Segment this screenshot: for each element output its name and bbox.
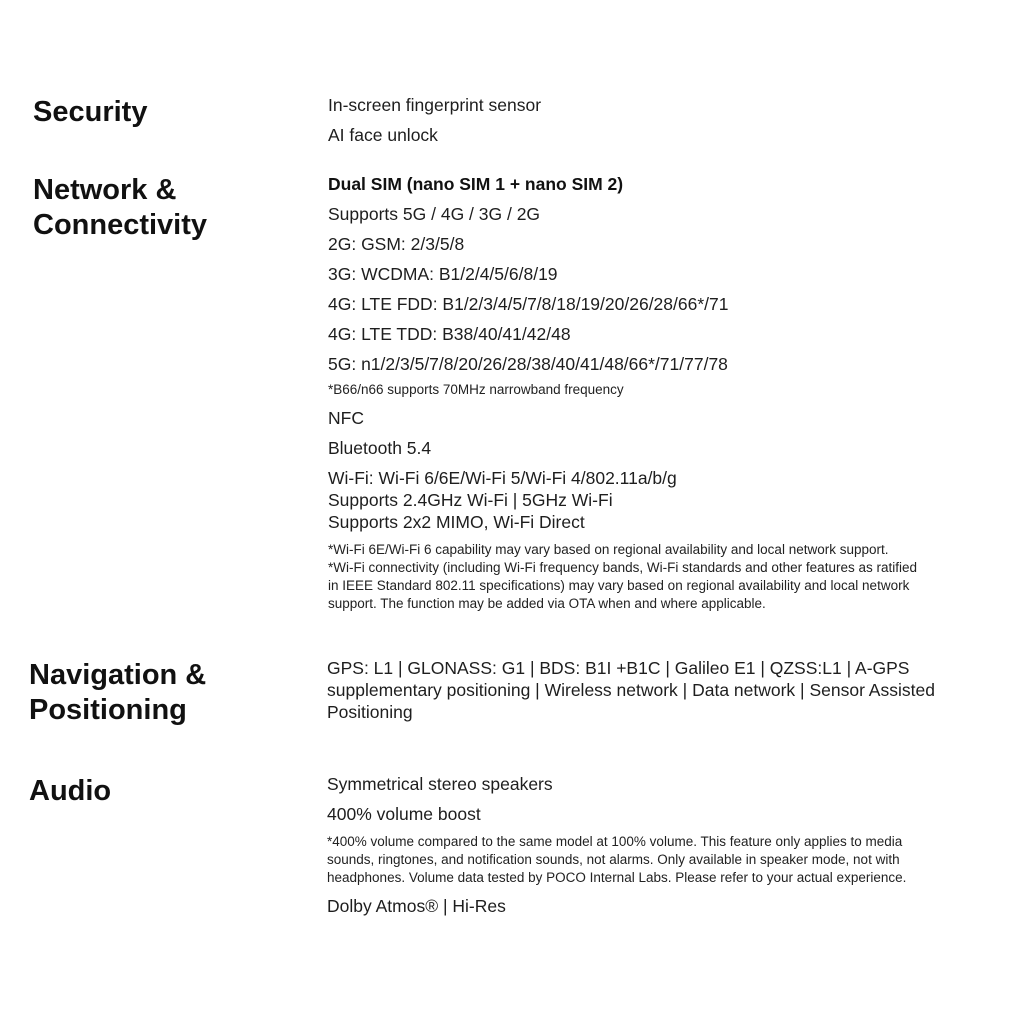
wifi-footnotes (328, 541, 1000, 613)
audio-heading: Audio (29, 775, 112, 807)
footnote-line: support. The function may be added via OTA when and where applicable. (328, 596, 766, 611)
spec-nfc: NFC (328, 408, 364, 428)
navigation-specs (327, 657, 999, 731)
spec-face-unlock: AI face unlock (328, 125, 438, 145)
spec-dolby: Dolby Atmos® | Hi-Res (327, 896, 506, 916)
navigation-heading-line2: Positioning (29, 694, 187, 726)
spec-5g: 5G: n1/2/3/5/7/8/20/26/28/38/40/41/48/66*/71/77/78 (328, 354, 728, 374)
spec-3g: 3G: WCDMA: B1/2/4/5/6/8/19 (328, 264, 558, 284)
wifi-block (328, 467, 1000, 533)
wifi-line: Supports 2x2 MIMO, Wi-Fi Direct (328, 512, 585, 532)
spec-fingerprint: In-screen fingerprint sensor (328, 95, 542, 115)
footnote-line: *Wi-Fi 6E/Wi-Fi 6 capability may vary based on regional availability and local network support. (328, 542, 889, 557)
spec-4g-fdd: 4G: LTE FDD: B1/2/3/4/5/7/8/18/19/20/26/28/66*/71 (328, 294, 729, 314)
spec-volume-boost: 400% volume boost (327, 804, 481, 824)
spec-dual-sim: Dual SIM (nano SIM 1 + nano SIM 2) (328, 174, 624, 194)
footnote-line: *400% volume compared to the same model at 100% volume. This feature only applies to media (327, 834, 903, 849)
navigation-heading (29, 658, 206, 728)
spec-network-support: Supports 5G / 4G / 3G / 2G (328, 204, 541, 224)
security-specs (328, 94, 1000, 154)
navigation-line: Positioning (327, 702, 413, 722)
spec-bluetooth: Bluetooth 5.4 (328, 438, 432, 458)
audio-specs (327, 773, 999, 925)
security-heading: Security (33, 96, 148, 128)
spec-stereo-speakers: Symmetrical stereo speakers (327, 774, 553, 794)
footnote-line: sounds, ringtones, and notification sounds, not alarms. Only available in speaker mode, not with (327, 852, 900, 867)
navigation-heading-line1: Navigation & (29, 659, 207, 691)
footnote-line: in IEEE Standard 802.11 specifications) may vary based on regional availability and local network (328, 578, 910, 593)
footnote-line: *Wi-Fi connectivity (including Wi-Fi frequency bands, Wi-Fi standards and other features as ratified (328, 560, 917, 575)
network-heading-line1: Network & (33, 174, 177, 206)
footnote-line: headphones. Volume data tested by POCO Internal Labs. Please refer to your actual experience. (327, 870, 907, 885)
wifi-line: Wi-Fi: Wi-Fi 6/6E/Wi-Fi 5/Wi-Fi 4/802.11a/b/g (328, 468, 677, 488)
network-specs (328, 173, 1000, 621)
audio-footnotes (327, 833, 999, 887)
band-footnote: *B66/n66 supports 70MHz narrowband frequency (328, 382, 624, 397)
spec-4g-tdd: 4G: LTE TDD: B38/40/41/42/48 (328, 324, 571, 344)
spec-2g: 2G: GSM: 2/3/5/8 (328, 234, 465, 254)
wifi-line: Supports 2.4GHz Wi-Fi | 5GHz Wi-Fi (328, 490, 613, 510)
navigation-block (327, 657, 999, 723)
network-heading-line2: Connectivity (33, 209, 208, 241)
navigation-line: GPS: L1 | GLONASS: G1 | BDS: B1I +B1C | Galileo E1 | QZSS:L1 | A-GPS (327, 658, 910, 678)
navigation-line: supplementary positioning | Wireless network | Data network | Sensor Assisted (327, 680, 935, 700)
network-heading (33, 173, 207, 243)
